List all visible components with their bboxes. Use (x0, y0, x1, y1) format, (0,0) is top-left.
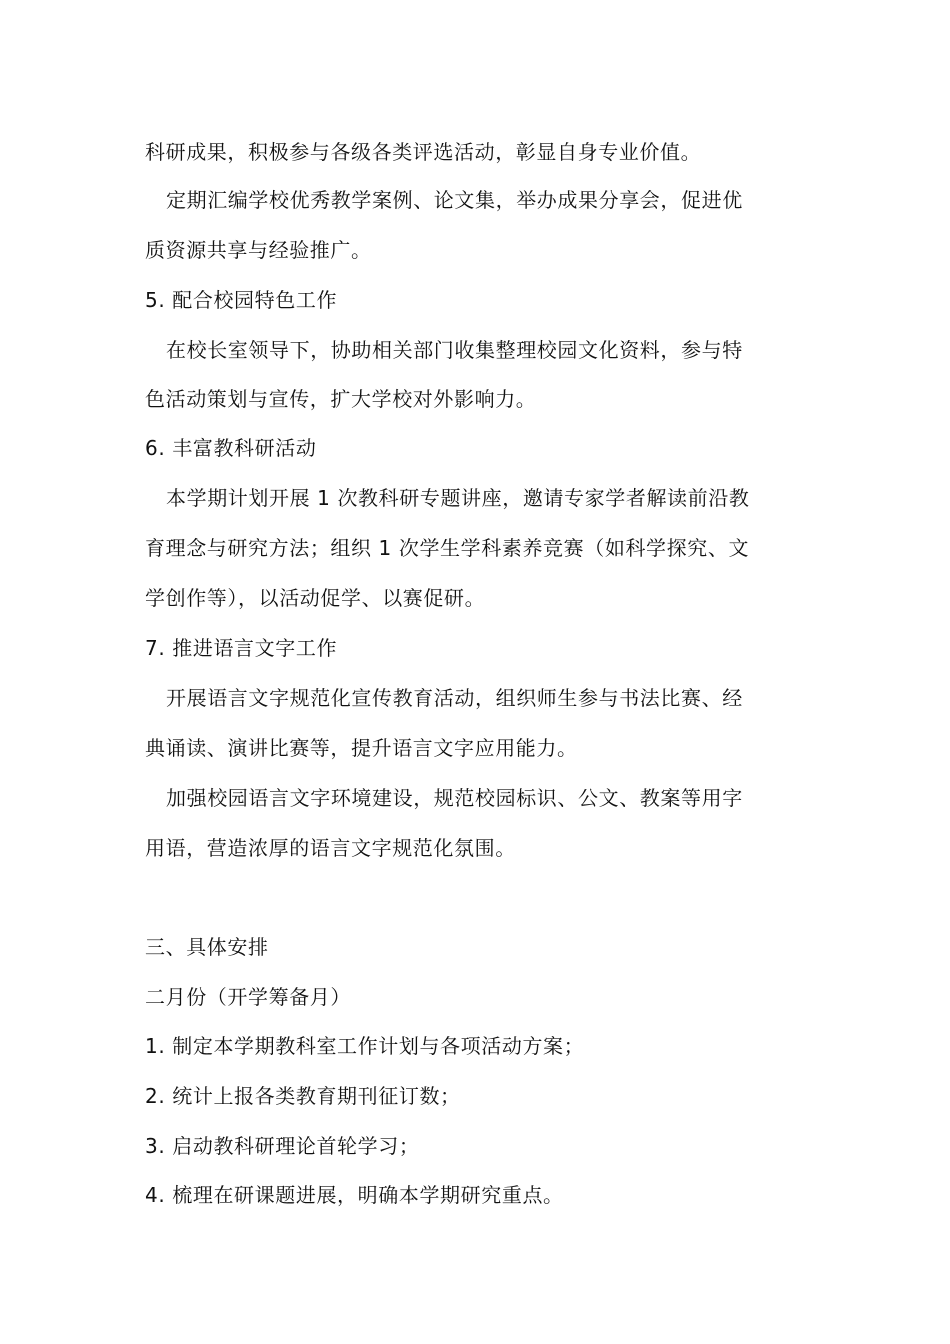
paragraph-line: 加强校园语言文字环境建设，规范校园标识、公文、教案等用字 (166, 786, 743, 810)
paragraph-line: 科研成果，积极参与各级各类评选活动，彰显自身专业价值。 (145, 140, 702, 164)
list-item: 3. 启动教科研理论首轮学习； (145, 1134, 420, 1158)
list-item: 2. 统计上报各类教育期刊征订数； (145, 1084, 461, 1108)
paragraph-line: 典诵读、演讲比赛等，提升语言文字应用能力。 (145, 736, 578, 760)
list-item: 4. 梳理在研课题进展，明确本学期研究重点。 (145, 1183, 564, 1207)
paragraph-line: 育理念与研究方法；组织 1 次学生学科素养竞赛（如科学探究、文 (145, 536, 750, 560)
list-item: 1. 制定本学期教科室工作计划与各项活动方案； (145, 1034, 585, 1058)
paragraph-line: 开展语言文字规范化宣传教育活动，组织师生参与书法比赛、经 (166, 686, 743, 710)
chapter-heading: 三、具体安排 (145, 935, 269, 959)
month-heading: 二月份（开学筹备月） (145, 985, 351, 1009)
paragraph-line: 在校长室领导下，协助相关部门收集整理校园文化资料，参与特 (166, 338, 743, 362)
section-heading: 5. 配合校园特色工作 (145, 288, 338, 312)
paragraph-line: 本学期计划开展 1 次教科研专题讲座，邀请专家学者解读前沿教 (166, 486, 750, 510)
section-heading: 6. 丰富教科研活动 (145, 436, 317, 460)
section-heading: 7. 推进语言文字工作 (145, 636, 338, 660)
paragraph-line: 用语，营造浓厚的语言文字规范化氛围。 (145, 836, 516, 860)
paragraph-line: 定期汇编学校优秀教学案例、论文集，举办成果分享会，促进优 (166, 188, 743, 212)
paragraph-line: 学创作等），以活动促学、以赛促研。 (145, 586, 486, 610)
paragraph-line: 色活动策划与宣传，扩大学校对外影响力。 (145, 387, 537, 411)
paragraph-line: 质资源共享与经验推广。 (145, 238, 372, 262)
